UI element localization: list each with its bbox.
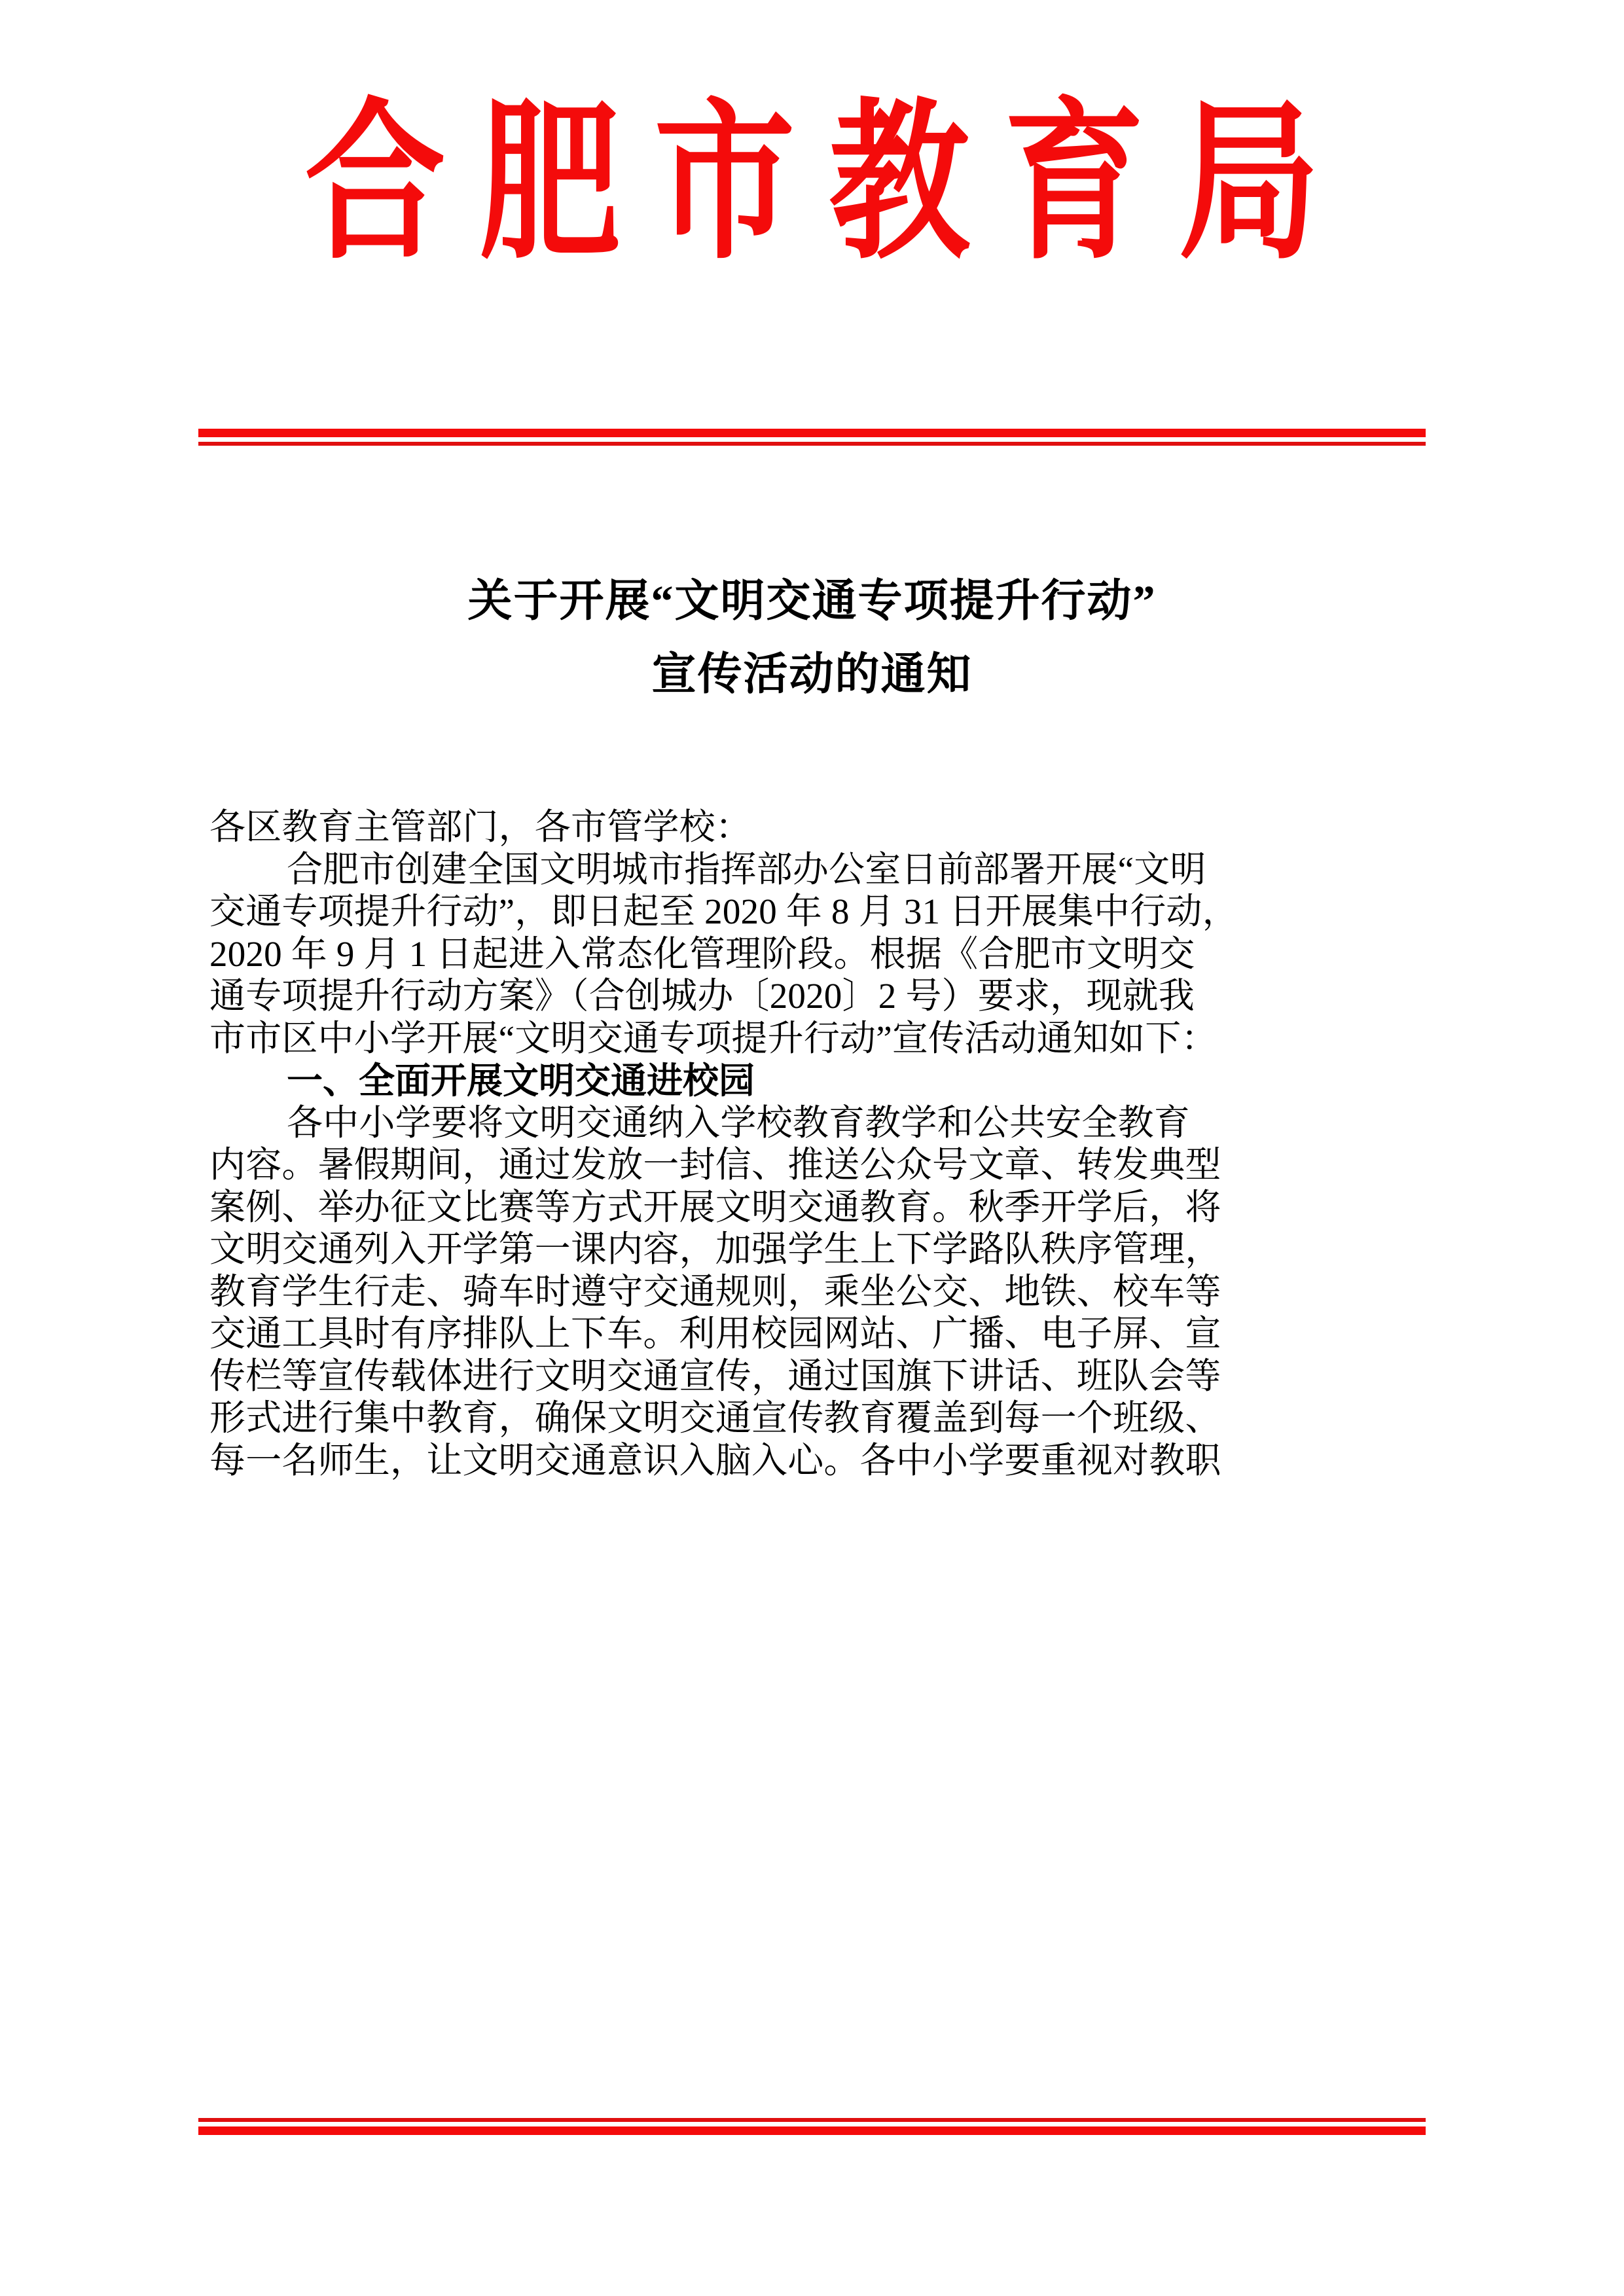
section-1-line-3: 案例、举办征文比赛等方式开展文明交通教育。秋季开学后，将: [209, 1187, 1221, 1227]
divider-thick-bar: [198, 429, 1426, 437]
section-1-line-8: 形式进行集中教育，确保文明交通宣传教育覆盖到每一个班级、: [209, 1398, 1221, 1438]
issuing-organization-title: 合肥市教育局: [304, 88, 1354, 279]
section-heading-1: 一、全面开展文明交通进校园: [287, 1060, 755, 1101]
section-1-line-5: 教育学生行走、骑车时遵守交通规则，乘坐公交、地铁、校车等: [209, 1271, 1221, 1312]
section-1-line-2: 内容。暑假期间，通过发放一封信、推送公众号文章、转发典型: [209, 1145, 1221, 1185]
paragraph-1-line-3: 2020 年 9 月 1 日起进入常态化管理阶段。根据《合肥市文明交: [209, 933, 1195, 974]
document-title-line-2: 宣传活动的通知: [651, 649, 973, 699]
divider-gap: [198, 2122, 1426, 2126]
section-1-line-6: 交通工具时有序排队上下车。利用校园网站、广播、电子屏、宣: [209, 1314, 1221, 1354]
divider-thin-bar: [198, 442, 1426, 446]
section-1-line-4: 文明交通列入开学第一课内容，加强学生上下学路队秩序管理，: [209, 1229, 1221, 1269]
document-body: [209, 806, 1417, 1482]
section-1-line-9: 每一名师生，让文明交通意识入脑入心。各中小学要重视对教职: [209, 1440, 1221, 1480]
masthead-divider: [198, 429, 1426, 446]
section-1-line-1: 各中小学要将文明交通纳入学校教育教学和公共安全教育: [287, 1102, 1191, 1143]
divider-thick-bar: [198, 2126, 1426, 2135]
paragraph-1-line-5: 市市区中小学开展“文明交通专项提升行动”宣传活动通知如下：: [209, 1018, 1218, 1058]
footer-divider: [198, 2118, 1426, 2135]
divider-gap: [198, 437, 1426, 442]
paragraph-1-line-1: 合肥市创建全国文明城市指挥部办公室日前部署开展“文明: [287, 849, 1206, 889]
document-title-line-1: 关于开展“文明交通专项提升行动”: [467, 576, 1157, 626]
paragraph-1-line-2: 交通专项提升行动”，即日起至 2020 年 8 月 31 日开展集中行动，: [209, 891, 1238, 931]
section-1-line-7: 传栏等宣传载体进行文明交通宣传，通过国旗下讲话、班队会等: [209, 1355, 1221, 1396]
masthead: [0, 88, 1624, 279]
document-title: [198, 564, 1426, 711]
salutation: 各区教育主管部门，各市管学校：: [209, 807, 752, 847]
paragraph-1-line-4: 通专项提升行动方案》（合创城办〔2020〕2 号）要求，现就我: [209, 976, 1195, 1016]
